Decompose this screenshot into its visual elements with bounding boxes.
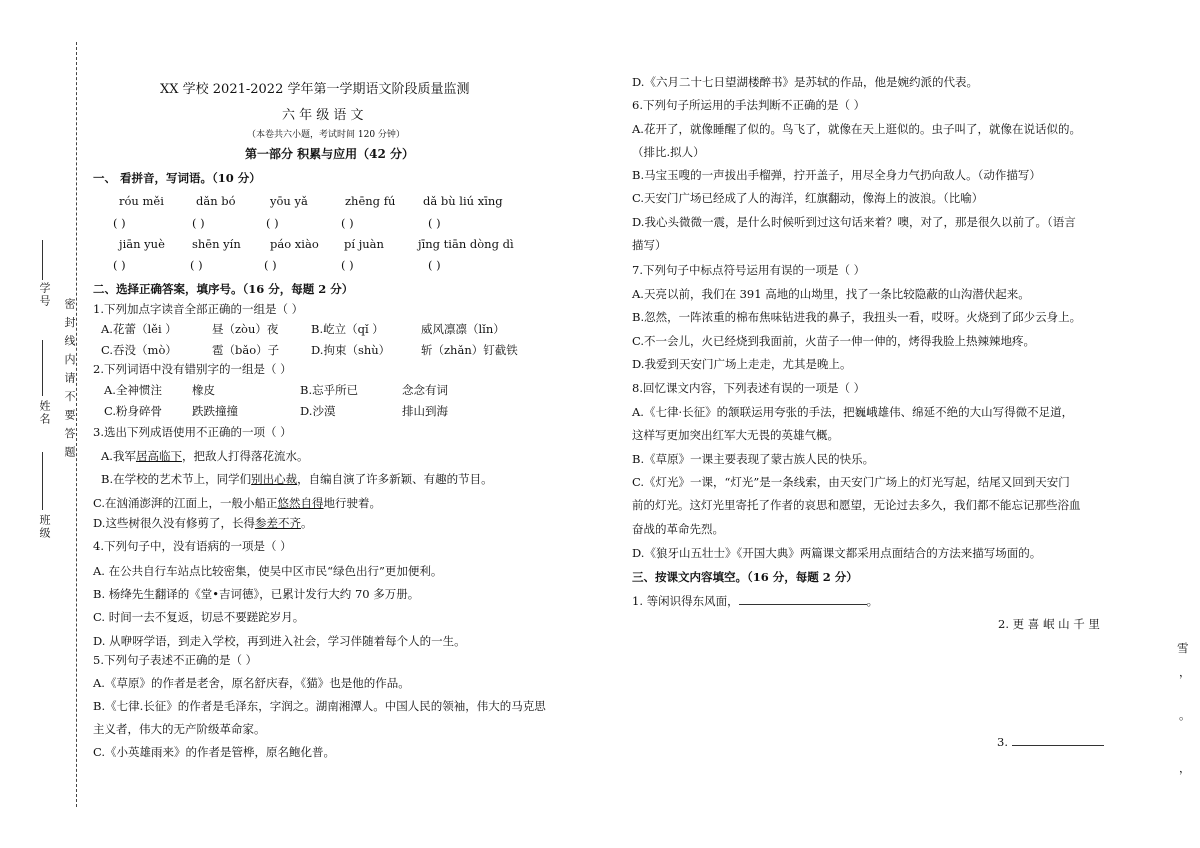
q3-c-post: 地行驶着。 [323,496,382,510]
q6-option-c[interactable]: C.天安门广场已经成了人的海洋，红旗翻动，像海上的波浪。（比喻） [632,191,984,205]
q3-option-d[interactable] [93,515,312,531]
q2-option-a[interactable]: A.全神惯注 [104,383,162,397]
q5-stem: 5.下列句子表述不正确的是（ ） [93,653,258,667]
pinyin-3: yōu yǎ [270,194,308,208]
q3-b-idiom: 别出心裁 [251,472,298,486]
overflow-punct-1: ， [1179,665,1191,679]
q8-option-b[interactable]: B.《草原》一课主要表现了蒙古族人民的快乐。 [632,452,875,466]
q3-option-b[interactable] [101,471,493,487]
fill-q1 [632,593,878,609]
q3-b-pre: B.在学校的艺术节上，同学们 [101,472,252,486]
q6-option-b[interactable]: B.马宝玉嗖的一声拔出手榴弹，拧开盖子，用尽全身力气扔向敌人。（动作描写） [632,168,1041,182]
q8-option-d[interactable]: D.《狼牙山五壮士》《开国大典》两篇课文都采用点面结合的方法来描写场面的。 [632,546,1042,560]
section2-heading: 二、选择正确答案，填序号。（16 分，每题 2 分） [93,282,354,296]
q1-stem: 1.下列加点字读音全部正确的一组是（ ） [93,302,304,316]
pinyin-2: dǎn bó [196,194,236,208]
q1-option-d[interactable]: D.拘束（shù） [311,343,391,357]
fill-q3-text: 3. [997,735,1008,749]
exam-title: XX 学校 2021-2022 学年第一学期语文阶段质量监测 [160,82,470,97]
q4-stem: 4.下列句子中，没有语病的一项是（ ） [93,539,292,553]
q5-option-b-line1[interactable]: B.《七律.长征》的作者是毛泽东，字润之。湖南湘潭人。中国人民的领袖，伟大的马克思 [93,699,546,713]
q2-option-b[interactable]: B.忘乎所已 [300,383,359,397]
fill-q3-blank[interactable] [1012,745,1104,746]
fill-q3 [997,735,1104,749]
q8-option-c-line1[interactable]: C.《灯光》一课，“灯光”是一条线索，由天安门广场上的灯光写起，结尾又回到天安门 [632,475,1070,489]
answer-box-4[interactable]: ( ) [341,216,354,230]
q1-option-d2: 斩（zhǎn）钉截铁 [421,343,518,357]
pinyin-10: jīng tiān dòng dì [418,237,514,251]
pinyin-5: dǎ bù liú xīng [423,194,503,208]
q6-option-a-line2: （排比.拟人） [632,145,705,159]
answer-box-1[interactable]: ( ) [113,216,126,230]
answer-box-2[interactable]: ( ) [192,216,205,230]
q7-option-a[interactable]: A.天亮以前，我们在 391 高地的山坳里，找了一条比较隐蔽的山沟潜伏起来。 [632,287,1030,301]
q3-c-idiom: 悠然自得 [277,496,324,510]
q3-a-post: ，把敌人打得落花流水。 [181,449,309,463]
q7-option-b[interactable]: B.忽然，一阵浓重的棉布焦味钻进我的鼻子，我扭头一看，哎呀。火烧到了邱少云身上。 [632,310,1082,324]
name-blank[interactable] [42,340,43,396]
answer-box-3[interactable]: ( ) [266,216,279,230]
overflow-char: 雪 [1177,641,1189,655]
q3-a-idiom: 居高临下 [135,449,182,463]
q4-option-a[interactable]: A. 在公共自行车站点比较密集，使吴中区市民“绿色出行”更加便利。 [93,564,443,578]
q1-option-b2: 威风凛凛（lǐn） [421,322,505,336]
answer-box-6[interactable]: ( ) [113,258,126,272]
pinyin-6: jiān yuè [119,237,165,251]
q3-option-c[interactable] [93,495,381,511]
exam-subtitle: 六 年 级 语 文 [282,108,364,123]
q3-a-pre: A.我军 [101,449,136,463]
pinyin-8: páo xiào [270,237,319,251]
answer-box-8[interactable]: ( ) [264,258,277,272]
pinyin-9: pí juàn [344,237,384,251]
q4-option-c[interactable]: C. 时间一去不复返，切忌不要蹉跎岁月。 [93,610,305,624]
overflow-punct-2: 。 [1179,708,1191,722]
q2-stem: 2.下列词语中没有错别字的一组是（ ） [93,362,292,376]
q3-b-post: ，自编自演了许多新颖、有趣的节目。 [297,472,493,486]
q4-option-d[interactable]: D. 从咿呀学语，到走入学校，再到进入社会，学习伴随着每个人的一生。 [93,634,466,648]
overflow-punct-3: ， [1179,761,1191,775]
q8-option-c-line3: 奋战的革命先烈。 [632,522,724,536]
q2-option-a2: 橡皮 [192,383,215,397]
q1-option-c2: 雹（bǎo）子 [212,343,280,357]
q2-option-d[interactable]: D.沙漠 [300,404,336,418]
student-id-blank[interactable] [42,240,43,280]
q6-stem: 6.下列句子所运用的手法判断不正确的是（ ） [632,98,866,112]
fill-q1-blank[interactable] [739,604,867,605]
q3-d-pre: D.这些树很久没有修剪了，长得 [93,516,255,530]
q2-option-b2: 念念有词 [402,383,448,397]
answer-box-5[interactable]: ( ) [428,216,441,230]
answer-box-9[interactable]: ( ) [341,258,354,272]
part-heading: 第一部分 积累与应用（42 分） [245,147,415,161]
q7-stem: 7.下列句子中标点符号运用有误的一项是（ ） [632,263,866,277]
q3-option-a[interactable] [101,448,308,464]
pinyin-4: zhēng fú [345,194,396,208]
q8-option-c-line2: 前的灯光。这灯光里寄托了作者的哀思和愿望，无论过去多久，我们都不能忘记那些浴血 [632,498,1081,512]
q3-stem: 3.选出下列成语使用不正确的一项（ ） [93,425,292,439]
q5-option-d[interactable]: D.《六月二十七日望湖楼醉书》是苏轼的作品，他是婉约派的代表。 [632,75,978,89]
q8-option-a-line2: 这样写更加突出红军大无畏的英雄气概。 [632,428,839,442]
q2-option-c2: 跌跌撞撞 [192,404,238,418]
q3-d-idiom: 参差不齐 [254,516,301,530]
q6-option-d-line2: 描写） [632,238,667,252]
q2-option-c[interactable]: C.粉身碎骨 [104,404,163,418]
student-id-label: 学号 [38,282,51,308]
pinyin-1: róu měi [119,194,164,208]
answer-box-7[interactable]: ( ) [190,258,203,272]
q5-option-c[interactable]: C.《小英雄雨来》的作者是管桦，原名鲍化普。 [93,745,336,759]
answer-box-10[interactable]: ( ) [428,258,441,272]
q5-option-a[interactable]: A.《草原》的作者是老舍，原名舒庆春，《猫》也是他的作品。 [93,676,410,690]
q6-option-d-line1[interactable]: D.我心头微微一震，是什么时候听到过这句话来着？噢，对了，那是很久以前了。（语言 [632,215,1076,229]
q7-option-d[interactable]: D.我爱到天安门广场上走走，尤其是晚上。 [632,357,852,371]
q1-option-c[interactable]: C.吞没（mò） [101,343,177,357]
class-label: 班级 [38,514,51,540]
q3-c-pre: C.在汹涌澎湃的江面上，一般小船正 [93,496,278,510]
exam-note: （本卷共六小题，考试时间 120 分钟） [247,130,405,140]
fill-q2-text: 2. 更 喜 岷 山 千 里 [998,617,1100,631]
section1-heading: 一、 看拼音，写词语。（10 分） [93,171,261,185]
q8-stem: 8.回忆课文内容，下列表述有误的一项是（ ） [632,381,866,395]
class-blank[interactable] [42,452,43,510]
q1-option-b[interactable]: B.屹立（qǐ ） [311,322,384,336]
q2-option-d2: 排山到海 [402,404,448,418]
seal-line-text: 密 封 线 内 请 不 要 答 题 [63,298,76,459]
pinyin-7: shēn yín [192,237,241,251]
q1-option-a[interactable]: A.花蕾（lěi ） [101,322,177,336]
fill-q1-text: 1. 等闲识得东风面， [632,594,739,608]
q8-option-a-line1[interactable]: A.《七律·长征》的颔联运用夸张的手法，把巍峨雄伟、绵延不绝的大山写得微不足道， [632,405,1074,419]
q5-option-b-line2: 主义者，伟大的无产阶级革命家。 [93,722,266,736]
q1-option-a2: 昼（zòu）夜 [212,322,279,336]
q4-option-b[interactable]: B. 杨绛先生翻译的《堂•吉诃德》，已累计发行大约 70 多万册。 [93,587,420,601]
q6-option-a-line1[interactable]: A.花开了，就像睡醒了似的。鸟飞了，就像在天上逛似的。虫子叫了，就像在说话似的。 [632,122,1081,136]
q7-option-c[interactable]: C.不一会儿，火已经烧到我面前，火苗子一伸一伸的，烤得我脸上热辣辣地疼。 [632,334,1036,348]
section3-heading: 三、按课文内容填空。（16 分，每题 2 分） [632,570,858,584]
fill-q1-end: 。 [866,594,879,608]
name-label: 姓名 [38,400,51,426]
q3-d-post: 。 [300,516,313,530]
